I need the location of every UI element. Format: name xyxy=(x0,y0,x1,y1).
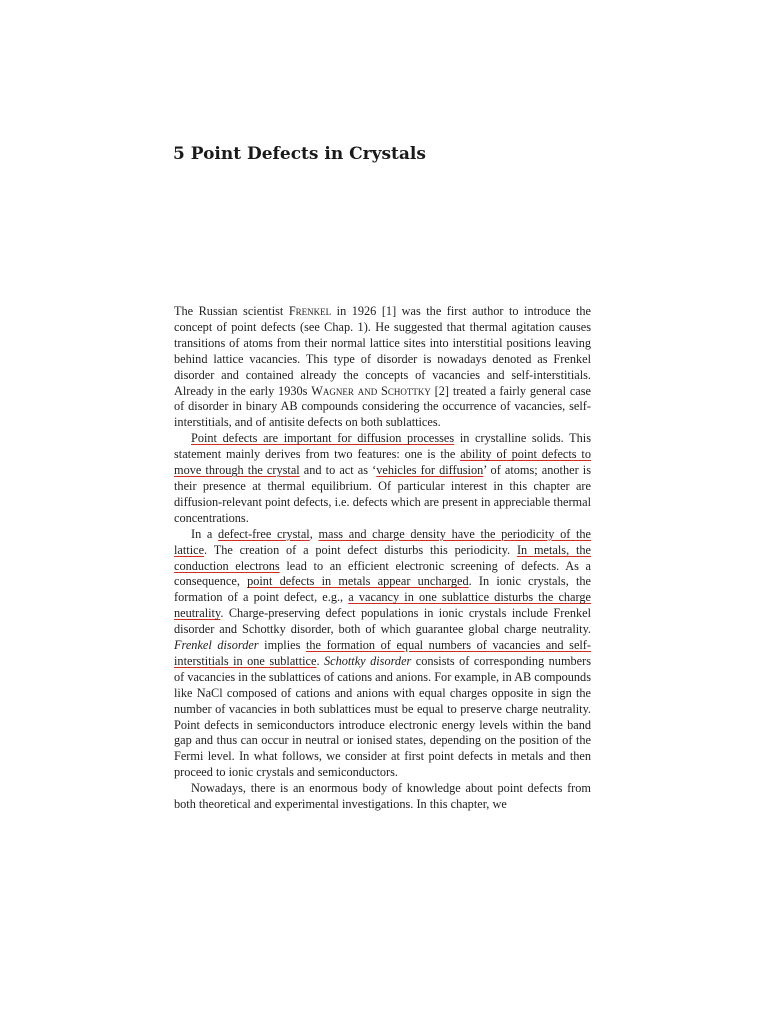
paragraph-importance xyxy=(174,431,591,526)
text-segment: . xyxy=(316,653,324,668)
chapter-body xyxy=(174,304,591,813)
highlighted-phrase: defect-free crystal xyxy=(218,526,310,541)
paragraph-charge-neutrality xyxy=(174,527,591,782)
text-segment: ’ of atoms; another is their presence at thermal equilibrium. Of particular interest in this chapter are diffusion-relevant point defects, i.e. defects which are present in appreciable thermal concentrations. xyxy=(174,463,591,525)
text-segment: , xyxy=(309,526,319,541)
term-frenkel-disorder: Frenkel disorder xyxy=(174,638,259,653)
text-segment: consists of corresponding numbers of vacancies in the sublattices of cations and anions. For example, in AB compounds like NaCl composed of cations and anions with equal charges opposite in sign the number of vacancies in both sublattices must be equal to preserve charge neutrality. Point defects in semiconductors introduce electronic energy levels within the band gap and thus can occur in neutral or ionised states, depending on the position of the Fermi level. In what follows, we consider at first point defects in metals and then proceed to ionic crystals and semiconductors. xyxy=(174,653,591,780)
highlighted-phrase: the formation of equal numbers of vacancies and self-interstitials in one sublattice xyxy=(174,638,592,668)
paragraph-intro xyxy=(174,304,591,431)
text-segment: in 1926 [1] was the first author to introduce the concept of point defects (see Chap. 1). He suggested that thermal agitation causes transitions of atoms from their normal lattice sites into interstitial positions leaving behind lattice vacancies. This type of disorder is nowadays denoted as Frenkel disorder and contained already the concepts of vacancies and self-interstitials. Already in the early 1930s xyxy=(174,304,591,398)
highlighted-phrase: mass and charge density have the periodicity of the lattice xyxy=(174,526,592,557)
paragraph-overview xyxy=(174,781,591,813)
highlighted-phrase: vehicles for diffusion xyxy=(376,463,484,478)
text-segment: lead to an efficient electronic screening of defects. As a consequence, xyxy=(174,558,591,589)
term-schottky-disorder: Schottky disorder xyxy=(323,653,412,668)
author-name-frenkel: Frenkel xyxy=(288,304,332,318)
text-segment: in crystalline solids. This statement mainly derives from two features: one is the xyxy=(174,431,591,462)
highlighted-phrase: point defects in metals appear uncharged xyxy=(247,574,469,589)
text-segment: implies xyxy=(258,638,306,653)
text-segment: and to act as ‘ xyxy=(299,463,377,478)
highlighted-phrase: a vacancy in one sublattice disturbs the charge neutrality xyxy=(174,590,591,621)
text-segment: In a xyxy=(191,526,219,541)
text-segment: The Russian scientist xyxy=(174,304,289,318)
highlighted-phrase: ability of point defects to move through the crystal xyxy=(174,447,591,478)
author-name-wagner-schottky: Wagner and Schottky xyxy=(311,383,431,398)
text-segment: . Charge-preserving defect populations in ionic crystals include Frenkel disorder and Schottky disorder, both of which guarantee global charge neutrality. xyxy=(174,606,591,637)
text-segment: . The creation of a point defect disturbs this periodicity. xyxy=(204,542,517,557)
highlighted-phrase: In metals, the conduction electrons xyxy=(174,542,591,573)
text-segment: Nowadays, there is an enormous body of knowledge about point defects from both theoretical and experimental investigations. In this chapter, we xyxy=(174,781,591,812)
chapter-title: 5 Point Defects in Crystals xyxy=(173,144,426,164)
text-segment: [2] treated a fairly general case of disorder in binary AB compounds considering the occurrence of vacancies, self-interstitials, and of antisite defects on both sublattices. xyxy=(174,383,592,430)
highlighted-phrase: Point defects are important for diffusion processes xyxy=(191,431,455,446)
text-segment: . In ionic crystals, the formation of a point defect, e.g., xyxy=(174,574,591,605)
